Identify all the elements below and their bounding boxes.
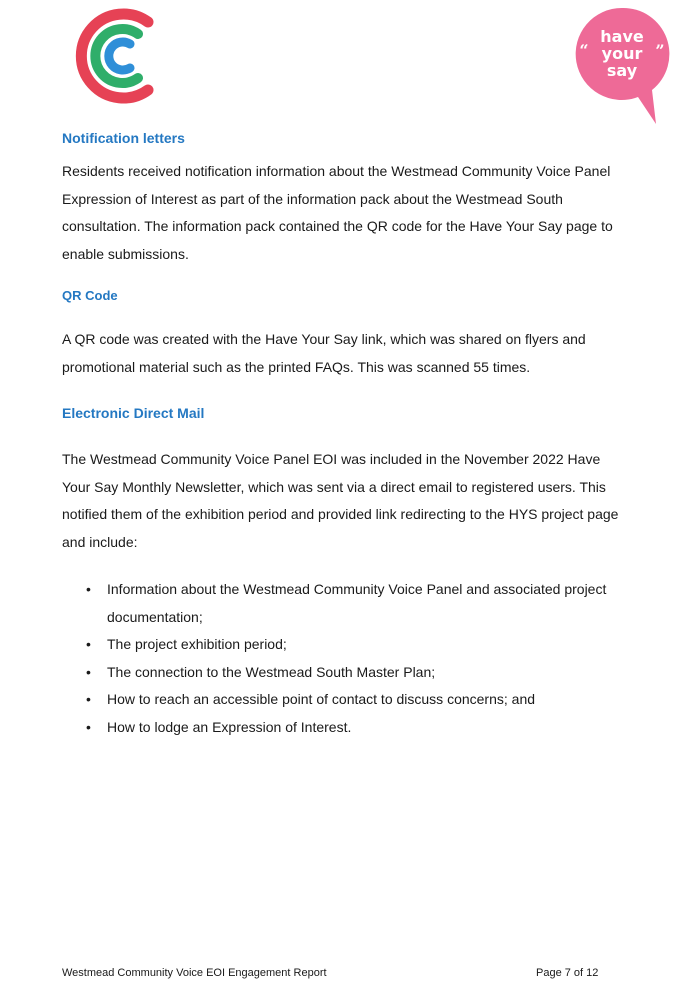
hys-word-say: say <box>606 61 638 80</box>
bullet-icon: • <box>86 581 91 597</box>
qr-code-heading: QR Code <box>62 288 118 303</box>
svg-text:”: ” <box>655 41 665 60</box>
edm-bullet-list <box>62 576 622 741</box>
document-body <box>62 126 622 741</box>
list-item: • The project exhibition period; <box>62 631 622 659</box>
edm-paragraph: The Westmead Community Voice Panel EOI was included in the November 2022 Have Your Say Monthly Newsletter, which was sent via a direct email to registered users. This notified them of the exhibition period and provided link redirecting to the HYS project page and include: <box>62 451 619 550</box>
notification-heading: Notification letters <box>62 130 185 146</box>
notification-paragraph: Residents received notification information about the Westmead Community Voice Panel Expression of Interest as part of the information pack about the Westmead South consultation. The information pack contained the QR code for the Have Your Say page to enable submissions. <box>62 163 613 262</box>
page-number: Page 7 of 12 <box>536 967 599 979</box>
hys-word-your: your <box>601 44 643 63</box>
qr-code-paragraph: A QR code was created with the Have Your Say link, which was shared on flyers and promotional material such as the printed FAQs. This was scanned 55 times. <box>62 331 586 375</box>
list-item: • The connection to the Westmead South Master Plan; <box>62 659 622 687</box>
list-item: • How to lodge an Expression of Interest. <box>62 714 622 742</box>
bullet-icon: • <box>86 663 91 680</box>
list-item: • How to reach an accessible point of contact to discuss concerns; and <box>62 686 622 714</box>
svg-text:“: “ <box>579 41 589 60</box>
bullet-icon: • <box>86 636 91 652</box>
edm-heading: Electronic Direct Mail <box>62 405 205 421</box>
council-logo <box>66 6 158 106</box>
list-item: • Information about the Westmead Community Voice Panel and associated project documentation; <box>62 576 622 631</box>
council-c-logo-icon <box>66 6 158 106</box>
hys-word-have: have <box>600 27 644 46</box>
have-your-say-bubble-icon <box>572 4 672 128</box>
footer-title: Westmead Community Voice EOI Engagement Report <box>62 967 327 979</box>
have-your-say-logo <box>572 4 672 128</box>
bullet-icon: • <box>86 691 91 707</box>
bullet-icon: • <box>86 718 91 735</box>
